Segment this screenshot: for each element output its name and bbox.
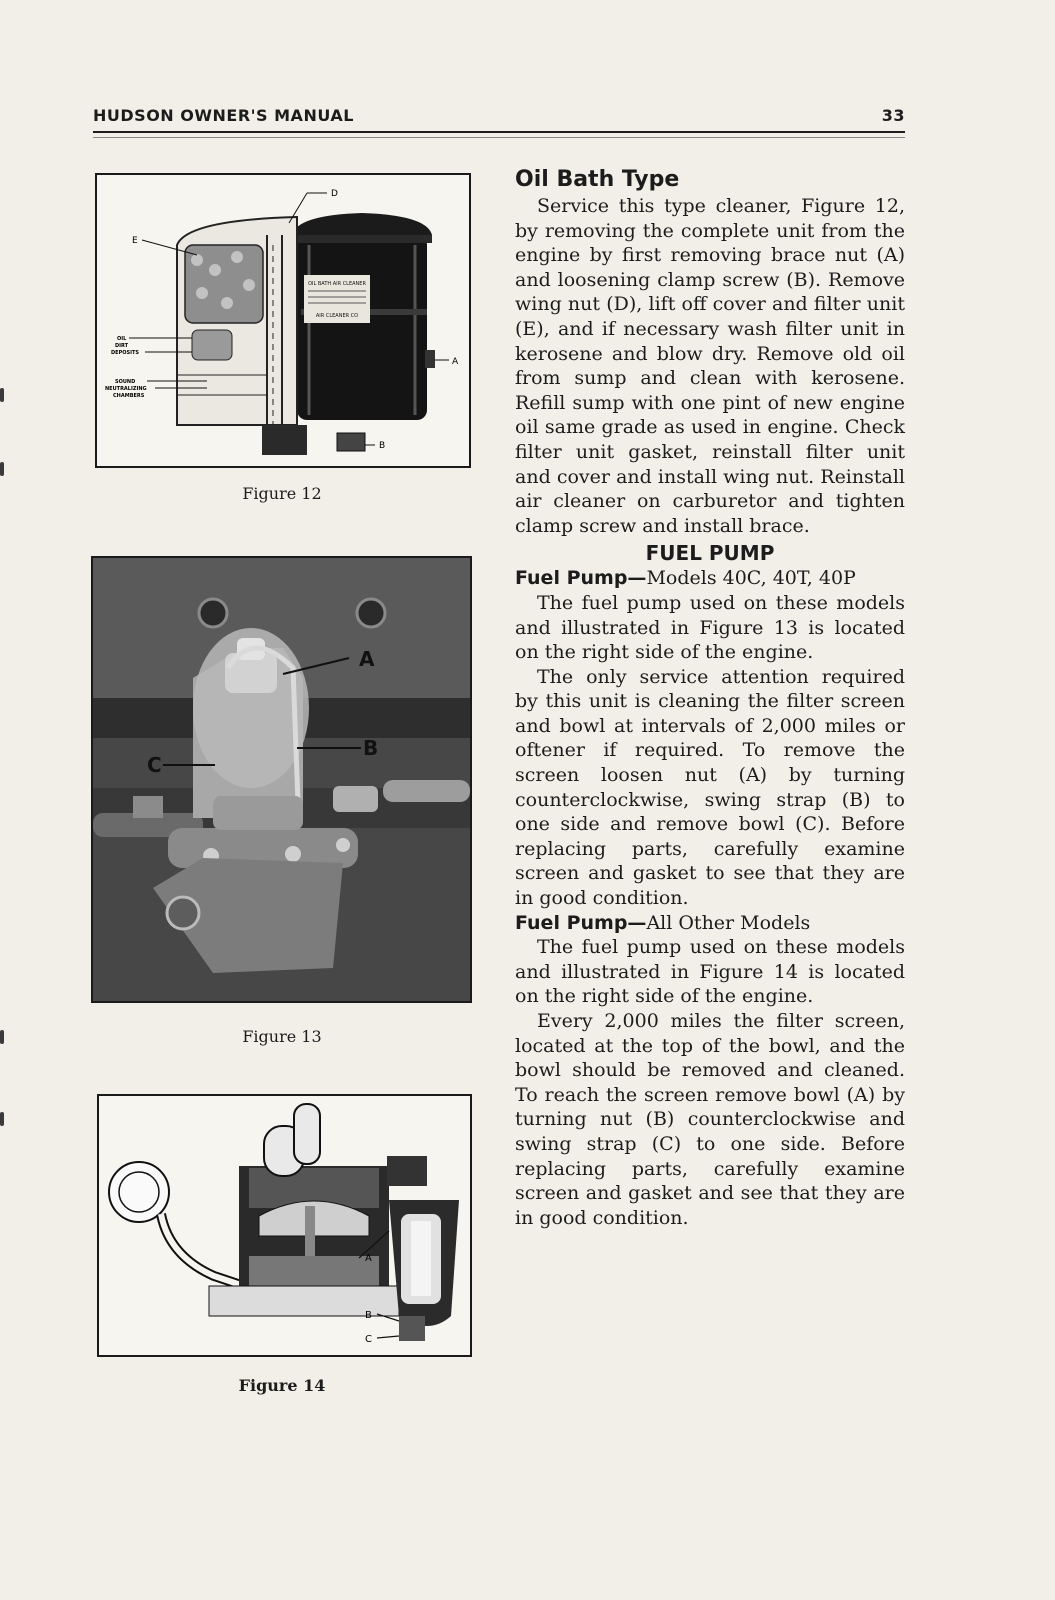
figure-14-fuel-pump-diagram [97, 1094, 472, 1357]
plate-line-1: OIL BATH AIR CLEANER [308, 281, 366, 287]
page-edge-mark [0, 462, 4, 476]
fig12-label-sound: SOUND [115, 379, 136, 385]
running-header [93, 106, 905, 128]
fuel-pump-2-paragraph-2: Every 2,000 miles the filter screen, located at the top of the bowl, and the bowl should be removed and cleaned. To reach the screen remove bowl (A) by turning nut (B) counterclockwise and swing strap (C) to one side. Before replacing parts, carefully examine screen and gasket and see that they are in good condition. [515, 1010, 905, 1229]
fig12-label-d: D [331, 189, 338, 199]
subhead-2-models: All Other Models [646, 911, 811, 934]
oil-bath-heading: Oil Bath Type [515, 167, 680, 192]
figure-13-caption: Figure 13 [242, 1027, 322, 1046]
fuel-pump-heading: FUEL PUMP [645, 541, 775, 566]
fuel-pump-1-paragraph-1: The fuel pump used on these models and illustrated in Figure 13 is located on the right side of the engine. [515, 591, 905, 664]
fuel-pump-subhead-2 [515, 911, 905, 936]
text-column [515, 166, 905, 1230]
fig12-label-a: A [452, 357, 459, 367]
header-rule [93, 131, 905, 133]
fig12-label-neutralizing: NEUTRALIZING [105, 386, 147, 392]
fuel-pump-2-paragraph-1: The fuel pump used on these models and illustrated in Figure 14 is located on the right side of the engine. [515, 936, 905, 1008]
figure-14-caption: Figure 14 [238, 1376, 326, 1395]
page-number: 33 [881, 106, 905, 125]
subhead-1-label: Fuel Pump— [515, 567, 647, 590]
fig14-label-a: A [365, 1253, 372, 1264]
fig12-label-dirt: DIRT [115, 343, 129, 349]
fig12-label-e: E [132, 236, 138, 246]
oil-bath-paragraph: Service this type cleaner, Figure 12, by removing the complete unit from the engine by first removing brace nut (A) and loosening clamp screw (B). Remove wing nut (D), lift off cover and filter unit (E), and if necessary wash filter unit in kerosene and blow dry. Remove old oil from sump and clean with kerosene. Refill sump with one pint of new engine oil same grade as used in engine. Check filter unit gasket, reinstall filter unit and cover and install wing nut. Reinstall air cleaner on carburetor and tighten clamp screw and install brace. [515, 195, 905, 537]
fuel-pump-subhead-1 [515, 566, 905, 591]
page-edge-mark [0, 388, 4, 402]
fig12-label-chambers: CHAMBERS [113, 393, 145, 399]
manual-title: HUDSON OWNER'S MANUAL [93, 106, 354, 125]
figure-13-fuel-pump-photo [91, 556, 472, 1003]
fig12-label-b: B [379, 441, 386, 451]
header-rule-thin [93, 137, 905, 138]
fig14-label-b: B [365, 1310, 372, 1321]
fig14-label-c: C [365, 1334, 372, 1345]
fig13-label-b: B [363, 736, 379, 760]
figure-12-caption: Figure 12 [242, 484, 322, 503]
page-edge-mark [0, 1030, 4, 1044]
fig13-label-c: C [147, 753, 162, 777]
plate-line-2: AIR CLEANER CO [315, 313, 359, 319]
fuel-pump-1-paragraph-2: The only service attention required by this unit is cleaning the filter screen and bowl at intervals of 2,000 miles or oftener if required. To remove the screen loosen nut (A) by turning counterclockwise, swing strap (B) to one side and remove bowl (C). Before replacing parts, carefully examine screen and gasket to see that they are in good condition. [515, 665, 905, 910]
fig12-label-oil: OIL [117, 336, 127, 342]
fig12-label-deposits: DEPOSITS [111, 350, 139, 356]
figure-12-air-cleaner-diagram [95, 173, 471, 468]
subhead-1-models: Models 40C, 40T, 40P [646, 567, 856, 590]
page-edge-mark [0, 1112, 4, 1126]
subhead-2-label: Fuel Pump— [515, 911, 647, 934]
fig13-label-a: A [359, 647, 375, 671]
